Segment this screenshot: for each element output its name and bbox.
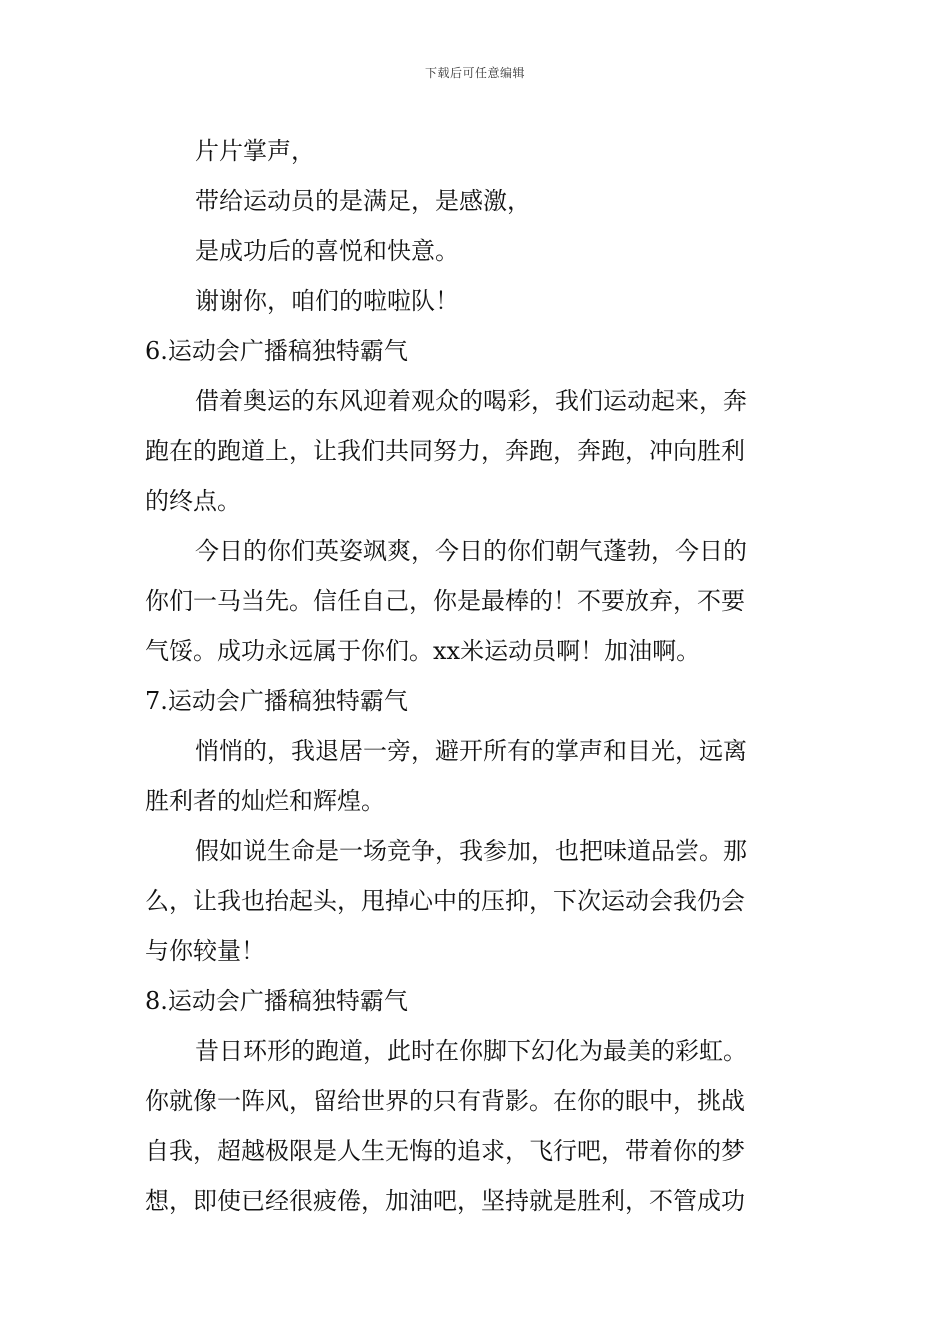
page-header: 下载后可任意编辑: [424, 66, 525, 80]
text-line: 的终点。: [145, 487, 241, 515]
text-line: 8.运动会广播稿独特霸气: [145, 987, 408, 1015]
text-line: 7.运动会广播稿独特霸气: [145, 687, 408, 715]
text-line: 么，让我也抬起头，甩掉心中的压抑，下次运动会我仍会: [145, 887, 745, 915]
text-line: 自我，超越极限是人生无悔的追求，飞行吧，带着你的梦: [145, 1137, 745, 1165]
text-line: 片片掌声，: [195, 137, 315, 165]
text-line: 带给运动员的是满足，是感激，: [195, 187, 531, 215]
text-line: 借着奥运的东风迎着观众的喝彩，我们运动起来，奔: [195, 387, 747, 415]
document-body: [145, 126, 807, 1226]
text-line: 悄悄的，我退居一旁，避开所有的掌声和目光，远离: [195, 737, 747, 765]
text-line: 胜利者的灿烂和辉煌。: [145, 787, 385, 815]
text-line: 今日的你们英姿飒爽，今日的你们朝气蓬勃，今日的: [195, 537, 747, 565]
text-line: 跑在的跑道上，让我们共同努力，奔跑，奔跑，冲向胜利: [145, 437, 745, 465]
text-line: 想，即使已经很疲倦，加油吧，坚持就是胜利，不管成功: [145, 1187, 745, 1215]
text-line: 昔日环形的跑道，此时在你脚下幻化为最美的彩虹。: [195, 1037, 747, 1065]
text-line: 谢谢你，咱们的啦啦队！: [195, 287, 459, 315]
text-line: 6.运动会广播稿独特霸气: [145, 337, 408, 365]
text-line: 假如说生命是一场竞争，我参加，也把味道品尝。那: [195, 837, 747, 865]
text-line: 气馁。成功永远属于你们。xx米运动员啊！加油啊。: [145, 637, 701, 665]
text-line: 你就像一阵风，留给世界的只有背影。在你的眼中，挑战: [145, 1087, 745, 1115]
text-line: 是成功后的喜悦和快意。: [195, 237, 459, 265]
text-line: 你们一马当先。信任自己，你是最棒的！不要放弃，不要: [145, 587, 745, 615]
text-line: 与你较量！: [145, 937, 265, 965]
